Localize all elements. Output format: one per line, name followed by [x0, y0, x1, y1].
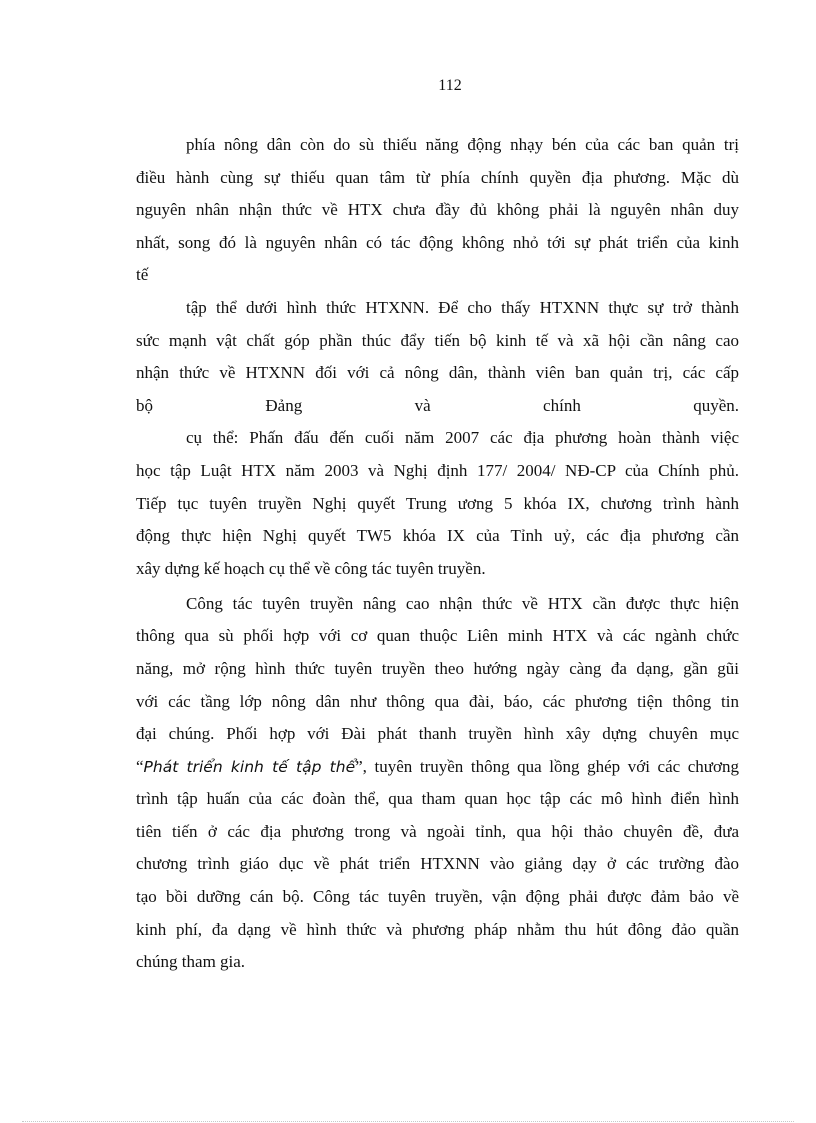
- text-line: nhất, song đó là nguyên nhân có tác động không nhỏ tới sự phát triển của kinh: [136, 232, 739, 252]
- text-line: kinh phí, đa dạng về hình thức và phương pháp nhằm thu hút đông đảo quần: [136, 919, 739, 939]
- spread-word: quyền.: [693, 395, 739, 415]
- quote-open: “: [136, 756, 144, 776]
- text-line: cụ thể: Phấn đấu đến cuối năm 2007 các địa phương hoàn thành việc: [186, 428, 739, 448]
- text-line: sức mạnh vật chất góp phần thúc đẩy tiến bộ kinh tế và xã hội cần nâng cao: [136, 330, 739, 350]
- document-body: [136, 132, 739, 982]
- page-bottom-rule: [22, 1121, 794, 1122]
- text-line: điều hành cùng sự thiếu quan tâm từ phía chính quyền địa phương. Mặc dù: [136, 167, 739, 187]
- text-line: Tiếp tục tuyên truyền Nghị quyết Trung ương 5 khóa IX, chương trình hành: [136, 493, 739, 513]
- spread-word: bộ: [136, 395, 153, 415]
- text-line: trình tập huấn của các đoàn thể, qua tham quan học tập các mô hình điển hình: [136, 789, 739, 809]
- text-line: tế: [136, 265, 149, 285]
- text-line: chương trình giáo dục về phát triển HTXNN vào giảng dạy ở các trường đào: [136, 854, 739, 874]
- text-line: chúng tham gia.: [136, 952, 246, 972]
- quote-close: ”,: [355, 756, 375, 776]
- spread-words-line: [136, 393, 739, 426]
- text-line: nguyên nhân nhận thức về HTX chưa đầy đủ không phải là nguyên nhân duy: [136, 200, 739, 220]
- text-line: tập thể dưới hình thức HTXNN. Để cho thấy HTXNN thực sự trở thành: [186, 297, 739, 317]
- text-line: thông qua sù phối hợp với cơ quan thuộc Liên minh HTX và các ngành chức: [136, 626, 739, 646]
- text-line: học tập Luật HTX năm 2003 và Nghị định 177/ 2004/ NĐ-CP của Chính phủ.: [136, 460, 739, 480]
- text-line: xây dựng kế hoạch cụ thể về công tác tuyên truyền.: [136, 558, 486, 578]
- text-line: tiên tiến ở các địa phương trong và ngoài tỉnh, qua hội thảo chuyên đề, đưa: [136, 821, 739, 841]
- text-line: động thực hiện Nghị quyết TW5 khóa IX của Tỉnh uỷ, các địa phương cần: [136, 526, 739, 546]
- text-line-with-italic: [136, 754, 739, 787]
- text-line: nhận thức về HTXNN đối với cả nông dân, thành viên ban quản trị, các cấp: [136, 363, 739, 383]
- spread-word: Đảng: [265, 395, 303, 415]
- line-remainder: tuyên truyền thông qua lồng ghép với các chương: [374, 756, 739, 776]
- text-line: Công tác tuyên truyền nâng cao nhận thức về HTX cần được thực hiện: [186, 593, 739, 613]
- spread-word: chính: [543, 395, 581, 415]
- text-line: với các tầng lớp nông dân như thông qua đài, báo, các phương tiện thông tin: [136, 691, 739, 711]
- italic-phrase: Phát triển kinh tế tập thể: [143, 757, 356, 776]
- text-line: đại chúng. Phối hợp với Đài phát thanh truyền hình xây dựng chuyên mục: [136, 724, 739, 744]
- text-line: phía nông dân còn do sù thiếu năng động nhạy bén của các ban quản trị: [186, 135, 739, 154]
- text-line: tạo bồi dưỡng cán bộ. Công tác tuyên truyền, vận động phải được đảm bảo về: [136, 887, 739, 907]
- text-line: năng, mở rộng hình thức tuyên truyền theo hướng ngày càng đa dạng, gần gũi: [136, 658, 739, 678]
- spread-word: và: [414, 395, 431, 415]
- page-number: 112: [438, 77, 462, 94]
